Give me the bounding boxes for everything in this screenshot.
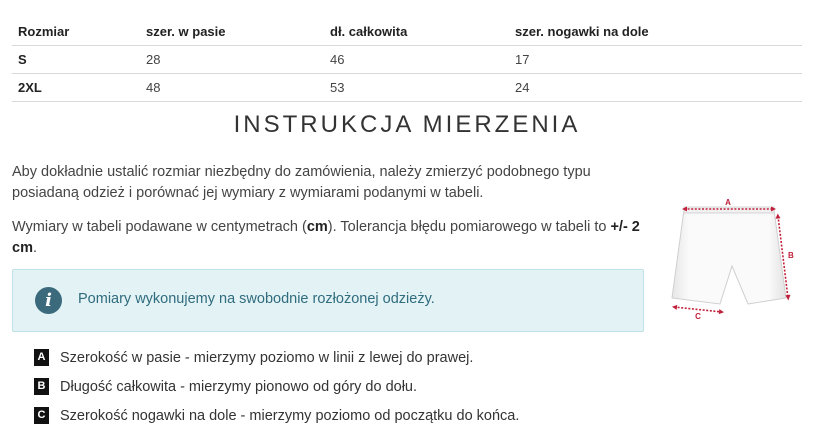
table-cell: 24: [509, 73, 802, 101]
label-c: C: [695, 312, 701, 321]
unit-text: cm: [306, 219, 328, 235]
list-item: [34, 401, 519, 427]
shorts-diagram: [664, 194, 804, 322]
label-b: B: [788, 251, 794, 260]
step-badge: C: [34, 407, 49, 424]
measurement-steps: [34, 343, 519, 427]
arrowhead-icon: [672, 305, 677, 310]
step-badge: B: [34, 378, 49, 395]
info-icon: i: [35, 287, 62, 314]
arrowhead-icon: [719, 309, 724, 314]
arrowhead-icon: [776, 214, 781, 219]
page-title: INSTRUKCJA MIERZENIA: [233, 111, 581, 138]
table-row: [12, 45, 802, 73]
size-table: [12, 18, 802, 102]
table-cell-size: S: [12, 45, 140, 73]
step-badge: A: [34, 349, 49, 366]
column-header: szer. nogawki na dole: [509, 18, 802, 45]
units-paragraph: [12, 217, 657, 259]
step-text: Długość całkowita - mierzymy pionowo od góry do dołu.: [60, 378, 418, 395]
waistband-icon: [684, 207, 774, 213]
info-box: [12, 269, 644, 332]
column-header: szer. w pasie: [140, 18, 324, 45]
table-cell: 53: [324, 73, 509, 101]
table-cell: 28: [140, 45, 324, 73]
table-cell: 17: [509, 45, 802, 73]
label-a: A: [725, 198, 731, 207]
table-cell-size: 2XL: [12, 73, 140, 101]
table-cell: 46: [324, 45, 509, 73]
table-cell: 48: [140, 73, 324, 101]
list-item: [34, 372, 519, 401]
tolerance-intro-text: ). Tolerancja błędu pomiarowego w tabeli to: [327, 219, 611, 235]
shorts-icon: [672, 210, 786, 304]
table-row: [12, 73, 802, 101]
tolerance-value: +/- 2 cm: [12, 219, 640, 256]
step-text: Szerokość w pasie - mierzymy poziomo w linii z lewej do prawej.: [60, 349, 474, 366]
table-header-row: [12, 18, 802, 45]
info-text: Pomiary wykonujemy na swobodnie rozłożonej odzieży.: [78, 291, 435, 307]
column-header: dł. całkowita: [324, 18, 509, 45]
list-item: [34, 343, 519, 372]
step-text: Szerokość nogawki na dole - mierzymy poziomo od początku do końca.: [60, 407, 520, 424]
period-text: .: [32, 240, 37, 256]
column-header: Rozmiar: [12, 18, 140, 45]
units-text: Wymiary w tabeli podawane w centymetrach (: [12, 219, 307, 235]
intro-paragraph: Aby dokładnie ustalić rozmiar niezbędny do zamówienia, należy zmierzyć podobnego typu posiadaną odzież i porównać jej wymiary z wymiarami podanymi w tabeli.: [12, 164, 591, 201]
